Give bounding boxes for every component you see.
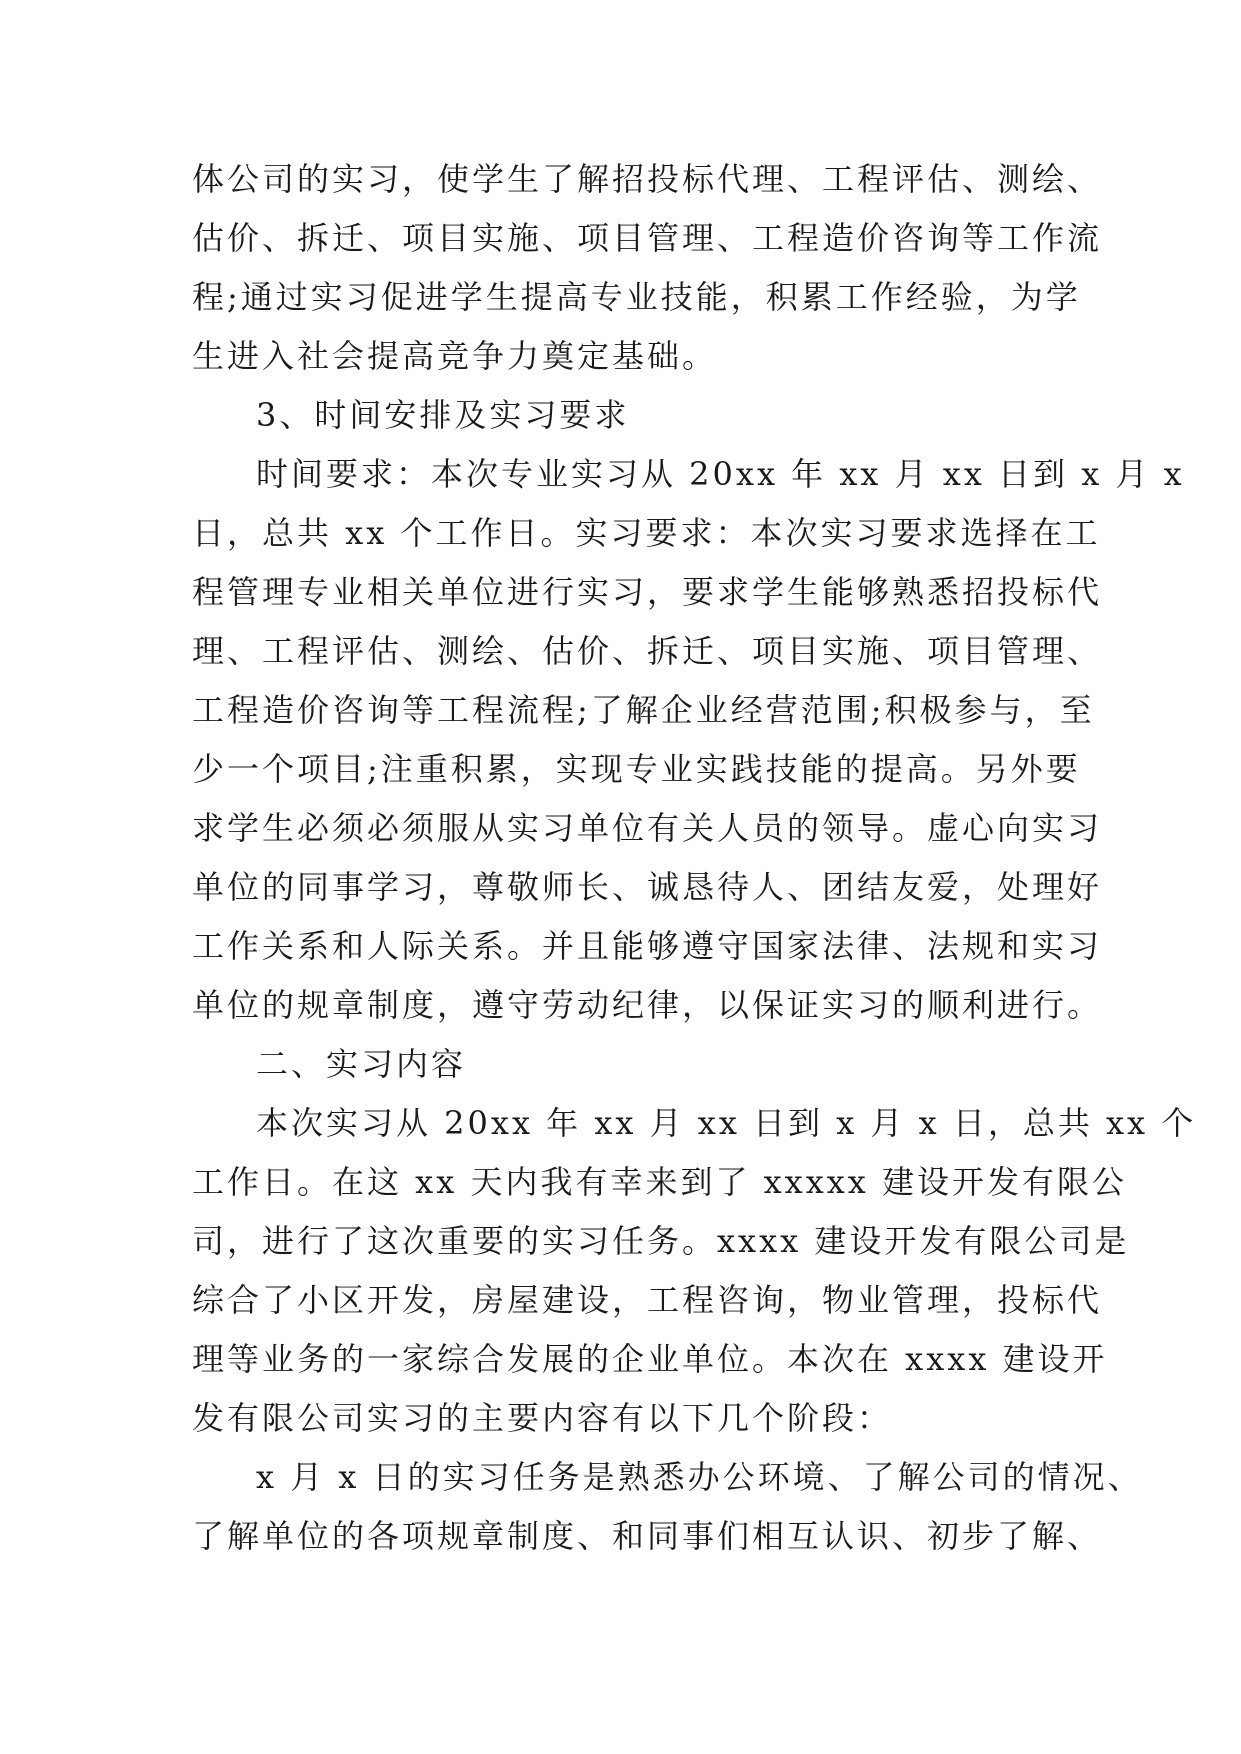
text-line: 单位的规章制度，遵守劳动纪律，以保证实习的顺利进行。 [192,986,1103,1024]
text-line: 了解单位的各项规章制度、和同事们相互认识、初步了解、 [192,1517,1103,1555]
text-line: 综合了小区开发，房屋建设，工程咨询，物业管理，投标代 [192,1281,1103,1319]
text-line: 理等业务的一家综合发展的企业单位。本次在 xxxx 建设开 [192,1340,1108,1378]
text-line: 求学生必须必须服从实习单位有关人员的领导。虚心向实习 [192,809,1103,847]
text-line: 日，总共 xx 个工作日。实习要求：本次实习要求选择在工 [192,514,1101,552]
text-line: 单位的同事学习，尊敬师长、诚恳待人、团结友爱，处理好 [192,868,1103,906]
text-line: 程管理专业相关单位进行实习，要求学生能够熟悉招投标代 [192,573,1103,611]
text-line: 发有限公司实习的主要内容有以下几个阶段： [192,1399,893,1437]
text-line: 3、时间安排及实习要求 [256,396,630,434]
text-line: x 月 x 日的实习任务是熟悉办公环境、了解公司的情况、 [256,1458,1143,1496]
text-line: 工程造价咨询等工程流程;了解企业经营范围;积极参与，至 [192,691,1095,729]
text-line: 理、工程评估、测绘、估价、拆迁、项目实施、项目管理、 [192,632,1103,670]
text-line: 时间要求：本次专业实习从 20xx 年 xx 月 xx 日到 x 月 x [256,455,1185,493]
text-line: 司，进行了这次重要的实习任务。xxxx 建设开发有限公司是 [192,1222,1130,1260]
body-text [192,150,1197,1566]
text-line: 工作关系和人际关系。并且能够遵守国家法律、法规和实习 [192,927,1103,965]
text-line: 工作日。在这 xx 天内我有幸来到了 xxxxx 建设开发有限公 [192,1163,1128,1201]
text-line: 程;通过实习促进学生提高专业技能，积累工作经验，为学 [192,278,1081,316]
text-line: 生进入社会提高竞争力奠定基础。 [192,337,718,375]
text-line: 少一个项目;注重积累，实现专业实践技能的提高。另外要 [192,750,1081,788]
text-line: 估价、拆迁、项目实施、项目管理、工程造价咨询等工作流 [192,219,1103,257]
text-line: 本次实习从 20xx 年 xx 月 xx 日到 x 月 x 日，总共 xx 个 [256,1104,1197,1142]
text-line: 体公司的实习，使学生了解招投标代理、工程评估、测绘、 [192,160,1103,198]
text-line: 二、实习内容 [256,1045,467,1083]
